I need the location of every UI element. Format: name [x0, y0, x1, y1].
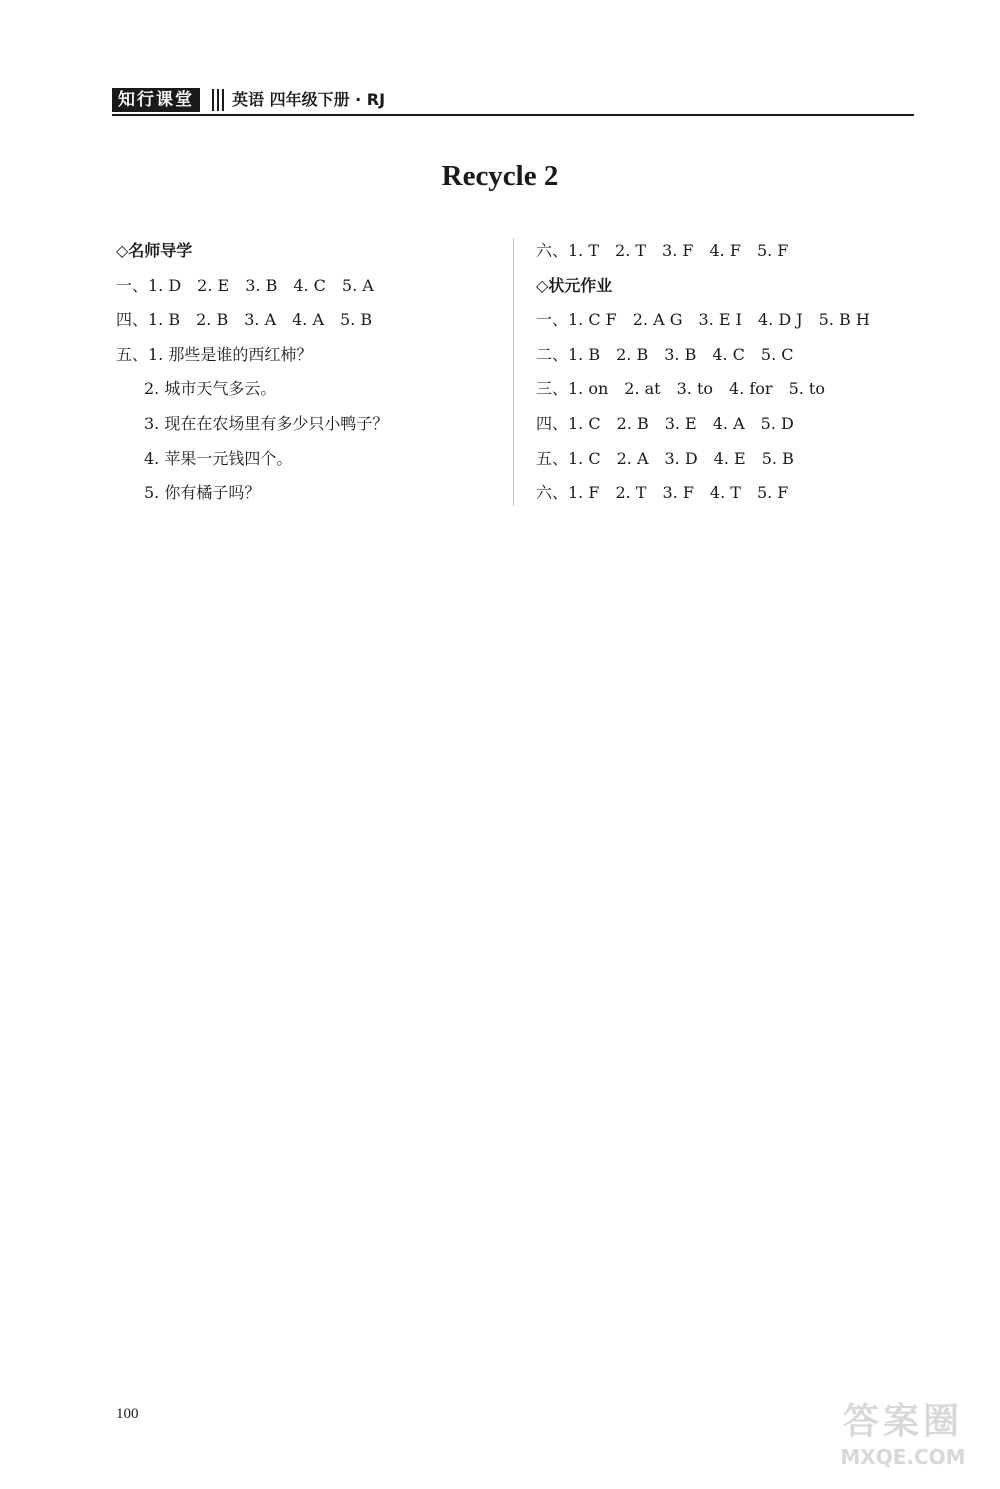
- subject-label: 英语 四年级下册 · RJ: [232, 90, 386, 109]
- page-header: [112, 86, 914, 116]
- header-bars-decoration: [212, 89, 226, 111]
- page-title: Recycle 2: [441, 160, 559, 192]
- answer-line: 四、1. C 2. B 3. E 4. A 5. D: [536, 413, 794, 433]
- answer-line: 4. 苹果一元钱四个。: [144, 448, 293, 468]
- answer-line: 六、1. T 2. T 3. F 4. F 5. F: [536, 241, 789, 260]
- answer-line: 3. 现在在农场里有多少只小鸭子？: [144, 413, 389, 433]
- watermark-logo: [818, 1400, 988, 1480]
- answer-line: 2. 城市天气多云。: [144, 379, 277, 399]
- answer-line: 五、1. 那些是谁的西红柿？: [116, 344, 313, 364]
- answer-line: 5. 你有橘子吗？: [144, 483, 261, 503]
- watermark-logo-text: 答案圈: [842, 1401, 963, 1442]
- answer-line: 三、1. on 2. at 3. to 4. for 5. to: [536, 379, 825, 399]
- answer-line: 一、1. C F 2. A G 3. E I 4. D J 5. B H: [536, 310, 870, 330]
- header-rule: [112, 114, 914, 116]
- answer-line: 一、1. D 2. E 3. B 4. C 5. A: [116, 275, 374, 295]
- right-column: [536, 236, 916, 513]
- watermark-site-text: MXQE.COM: [840, 1445, 966, 1469]
- left-column: [116, 236, 496, 513]
- page-number: 100: [116, 1406, 139, 1422]
- answer-line: 六、1. F 2. T 3. F 4. T 5. F: [536, 483, 789, 503]
- section-title-zhuangyuan: ◇状元作业: [536, 275, 613, 295]
- column-divider: [513, 238, 514, 506]
- section-title-mingshi: ◇名师导学: [116, 241, 193, 260]
- answer-line: 四、1. B 2. B 3. A 4. A 5. B: [116, 310, 373, 330]
- answer-line: 二、1. B 2. B 3. B 4. C 5. C: [536, 344, 794, 364]
- brand-logo: 知行课堂: [112, 88, 200, 112]
- answer-line: 五、1. C 2. A 3. D 4. E 5. B: [536, 448, 794, 468]
